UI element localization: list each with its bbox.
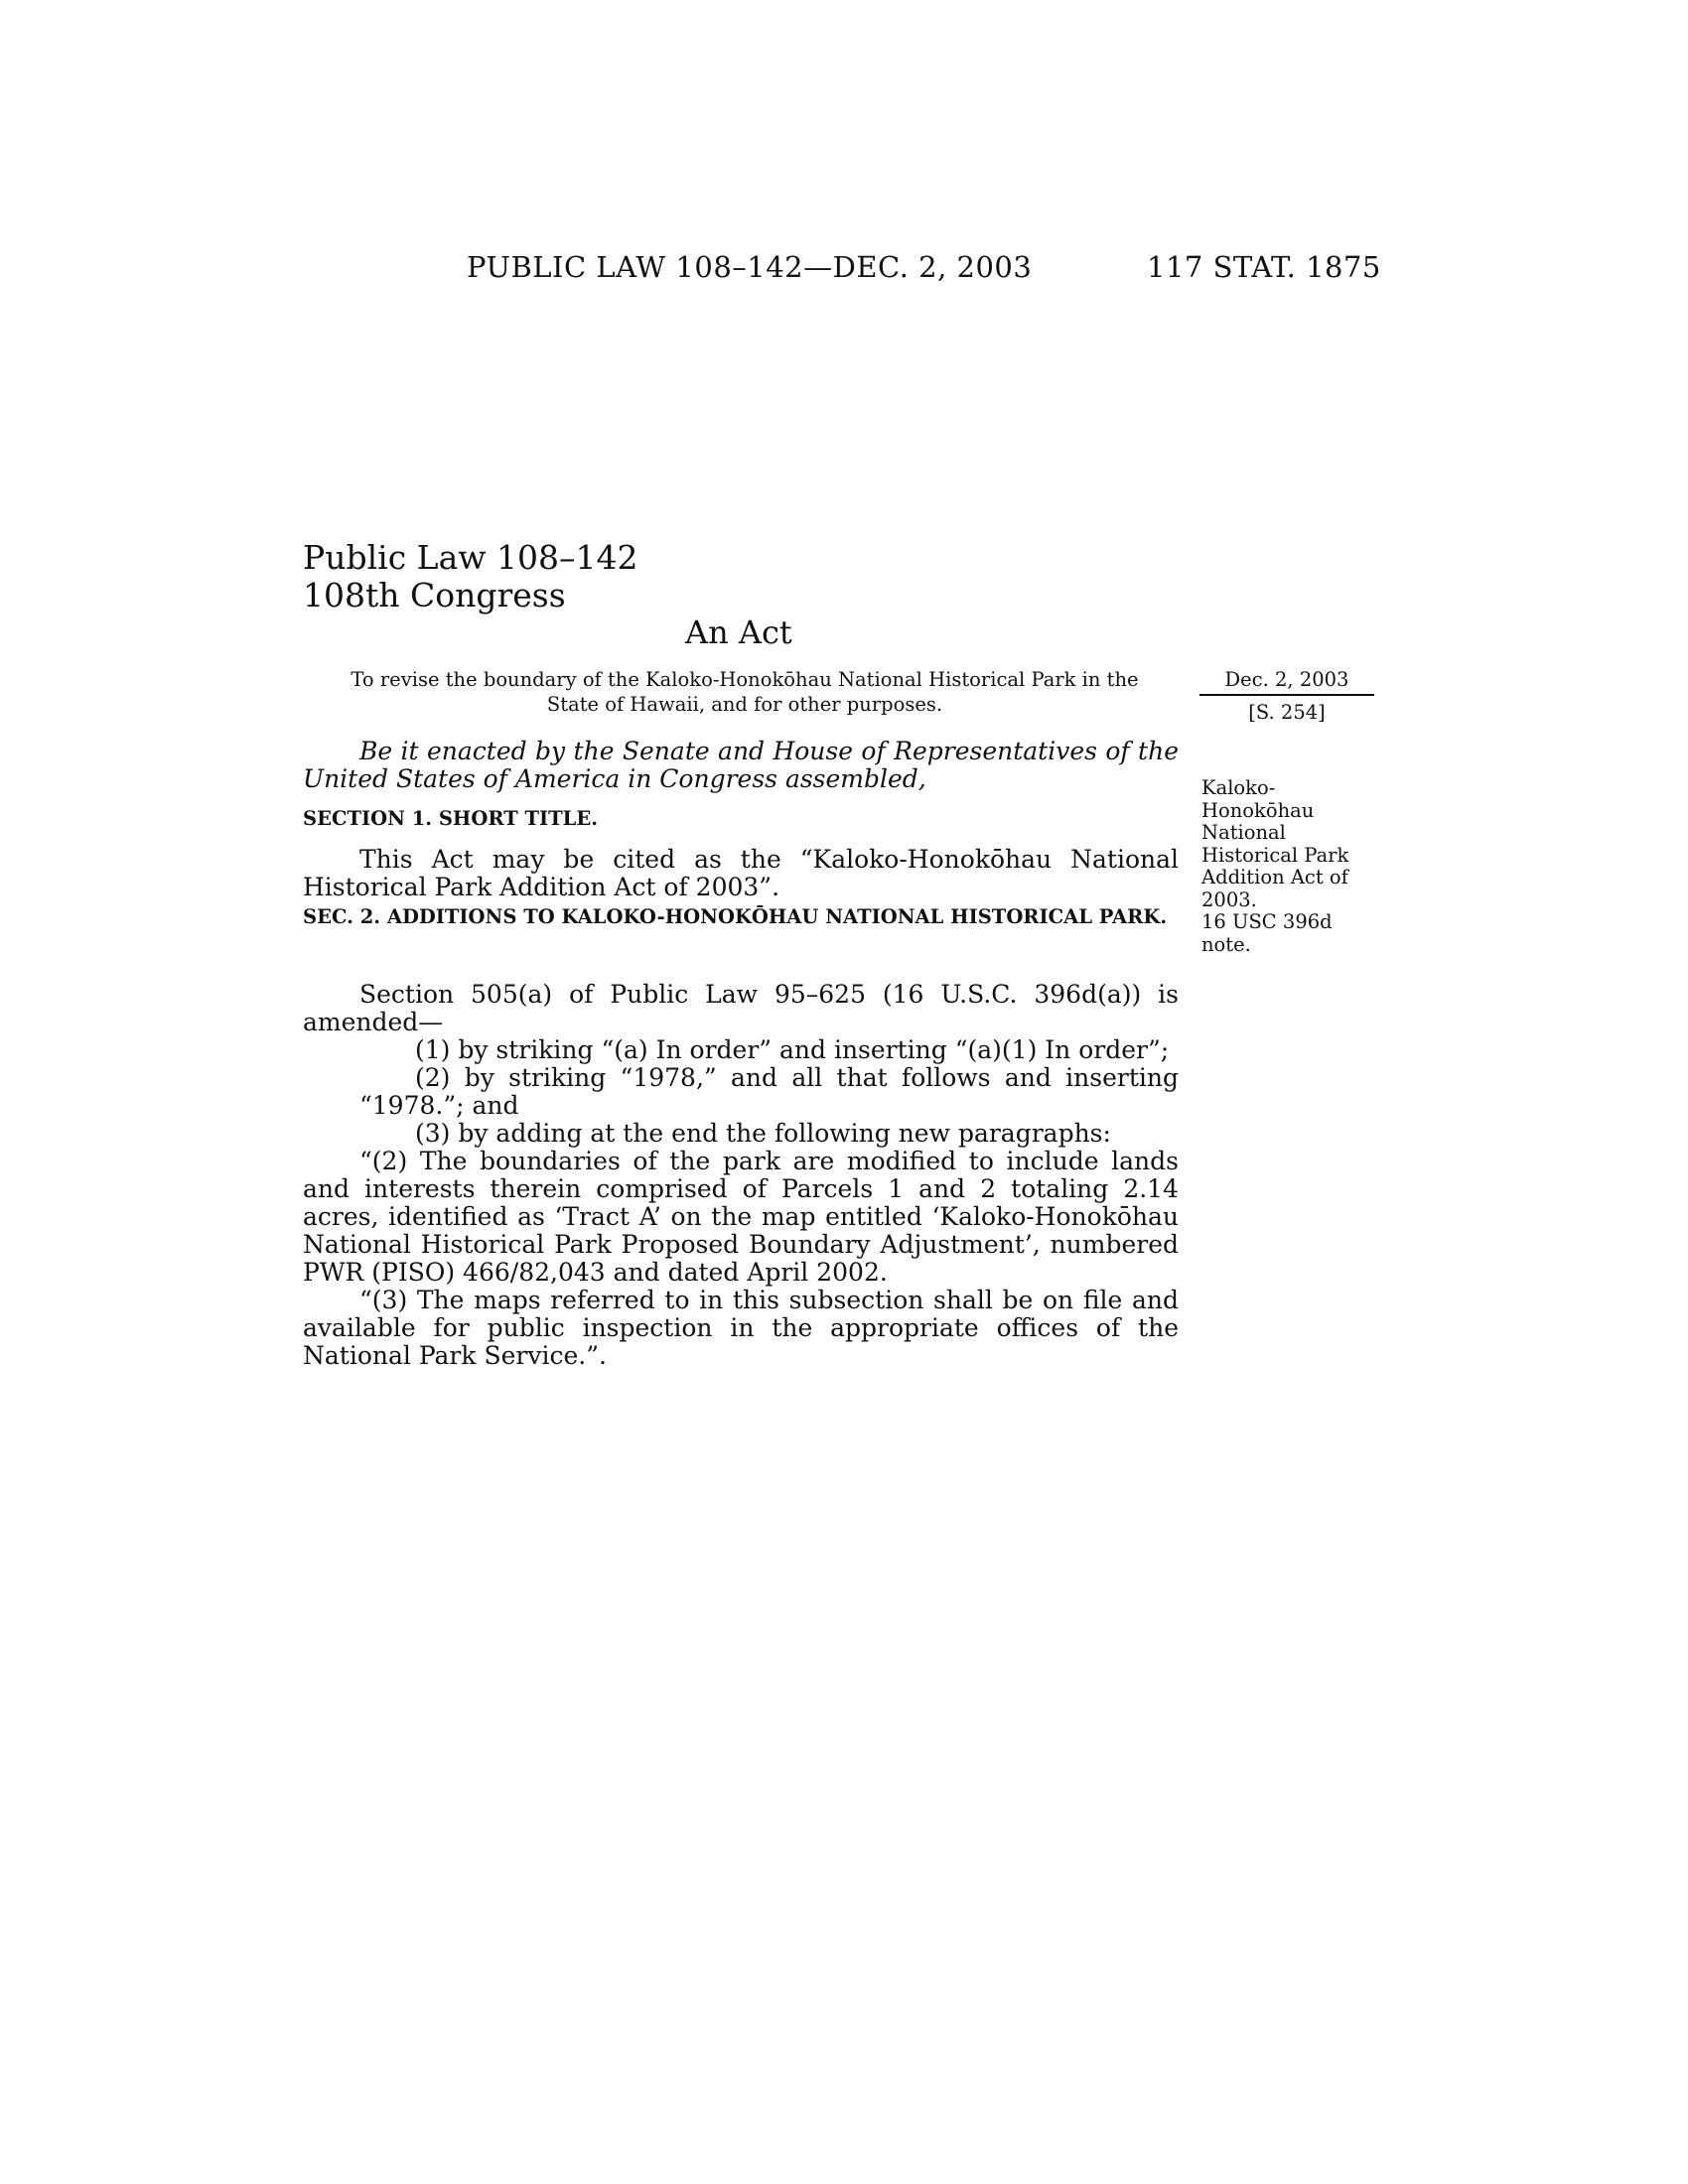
- running-header-citation: PUBLIC LAW 108–142—DEC. 2, 2003: [467, 250, 1033, 284]
- margin-note-line: Kaloko-: [1201, 776, 1276, 799]
- margin-note-line: 2003.: [1201, 887, 1257, 911]
- margin-note-line: Honokōhau: [1201, 798, 1315, 822]
- amendment-item-2: (2) by striking “1978,” and all that follows and inserting “1978.”; and: [359, 1063, 1179, 1120]
- margin-note-line: National: [1201, 821, 1286, 844]
- margin-bill-number: [S. 254]: [1248, 701, 1326, 724]
- enacting-clause: Be it enacted by the Senate and House of Representatives of the United States of America in Congress assembled,: [303, 737, 1179, 793]
- an-act-heading: An Act: [685, 614, 792, 651]
- section-2-intro: Section 505(a) of Public Law 95–625 (16 U.S.C. 396d(a)) is amended—: [303, 980, 1179, 1036]
- margin-note-line: Addition Act of: [1201, 866, 1348, 888]
- act-purpose: [328, 667, 1162, 717]
- margin-note-line: note.: [1201, 932, 1251, 956]
- public-law-number: Public Law 108–142: [303, 538, 638, 577]
- new-paragraph-3: “(3) The maps referred to in this subsection shall be on file and available for public inspection in the appropriate offices of the National Park Service.”.: [303, 1286, 1179, 1370]
- margin-note-line: Historical Park: [1201, 843, 1349, 867]
- margin-note-line: 16 USC 396d: [1201, 910, 1333, 933]
- amendment-item-1: (1) by striking “(a) In order” and inserting “(a)(1) In order”;: [415, 1035, 1170, 1064]
- section-1-text: This Act may be cited as the “Kaloko-Honokōhau National Historical Park Addition Act of 2003”.: [303, 845, 1179, 901]
- margin-approval-date: Dec. 2, 2003: [1199, 667, 1374, 696]
- section-1-heading: SECTION 1. SHORT TITLE.: [303, 807, 599, 830]
- amendment-item-3: (3) by adding at the end the following new paragraphs:: [415, 1119, 1111, 1148]
- section-2-body: [303, 981, 1179, 1370]
- section-2-heading: SEC. 2. ADDITIONS TO KALOKO-HONOKŌHAU NATIONAL HISTORICAL PARK.: [303, 905, 1168, 928]
- new-paragraph-2: “(2) The boundaries of the park are modified to include lands and interests therein comprised of Parcels 1 and 2 totaling 2.14 acres, identified as ‘Tract A’ on the map entitled ‘Kaloko-Honokōhau National Historical Park Proposed Boundary Adjustment’, numbered PWR (PISO) 466/82,043 and dated April 2002.: [303, 1147, 1179, 1287]
- statute-page-number: 117 STAT. 1875: [1147, 250, 1381, 284]
- purpose-line: State of Hawaii, and for other purposes.: [546, 693, 943, 716]
- margin-short-title-note: [1201, 777, 1390, 956]
- congress-number: 108th Congress: [303, 576, 566, 614]
- purpose-line: To revise the boundary of the Kaloko-Honokōhau National Historical Park in the: [351, 668, 1139, 691]
